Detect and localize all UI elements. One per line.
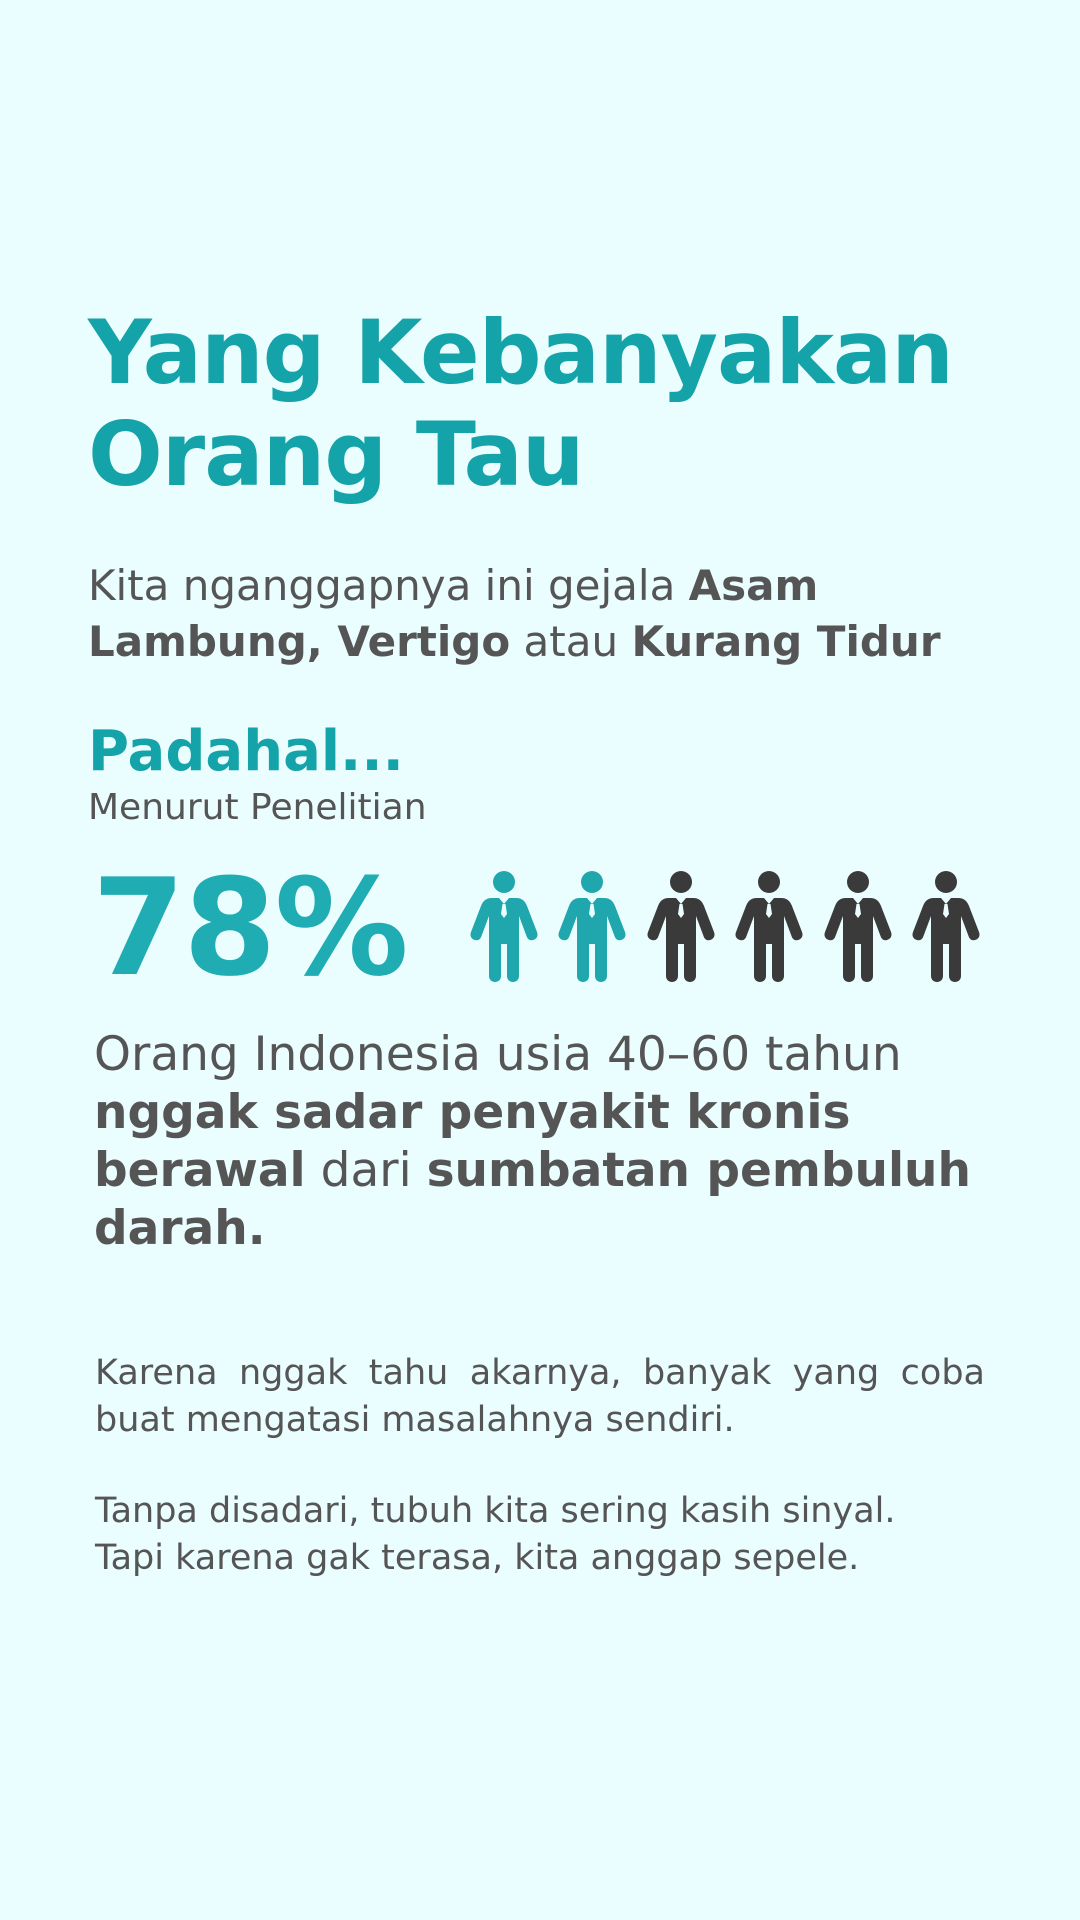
intro-text (88, 558, 1028, 670)
source-label: Menurut Penelitian (88, 787, 427, 828)
person-icon (735, 870, 803, 982)
statement-bold-2: sumbatan pembuluh darah. (94, 1143, 971, 1256)
intro-bold-sleep: Kurang Tidur (631, 617, 941, 666)
paragraph-signals-line-1: Tanpa disadari, tubuh kita sering kasih sinyal. (95, 1491, 896, 1531)
paragraph-signals (95, 1488, 985, 1582)
intro-bold-conditions: Asam Lambung, Vertigo (88, 561, 819, 666)
main-statement (94, 1026, 1034, 1258)
page-title (88, 302, 1048, 506)
person-icon (647, 870, 715, 982)
padahal-heading: Padahal... (88, 719, 404, 784)
title-line-1: Yang Kebanyakan (88, 301, 953, 404)
intro-text-2: atau (510, 617, 632, 666)
intro-text-1: Kita nganggapnya ini gejala (88, 561, 689, 610)
statement-text-2: dari (305, 1143, 427, 1198)
stat-percentage: 78% (92, 850, 407, 1006)
person-icon (470, 870, 538, 982)
person-icon (824, 870, 892, 982)
paragraph-signals-line-2: Tapi karena gak terasa, kita anggap sepele. (95, 1538, 860, 1578)
person-icon (558, 870, 626, 982)
title-line-2: Orang Tau (88, 403, 584, 506)
statement-text-1: Orang Indonesia usia 40–60 tahun (94, 1027, 902, 1082)
people-icon-row (470, 870, 980, 982)
statement-bold-1: nggak sadar penyakit kronis berawal (94, 1085, 851, 1198)
person-icon (912, 870, 980, 982)
paragraph-root-cause: Karena nggak tahu akarnya, banyak yang coba buat mengatasi masalahnya sendiri. (95, 1353, 985, 1440)
